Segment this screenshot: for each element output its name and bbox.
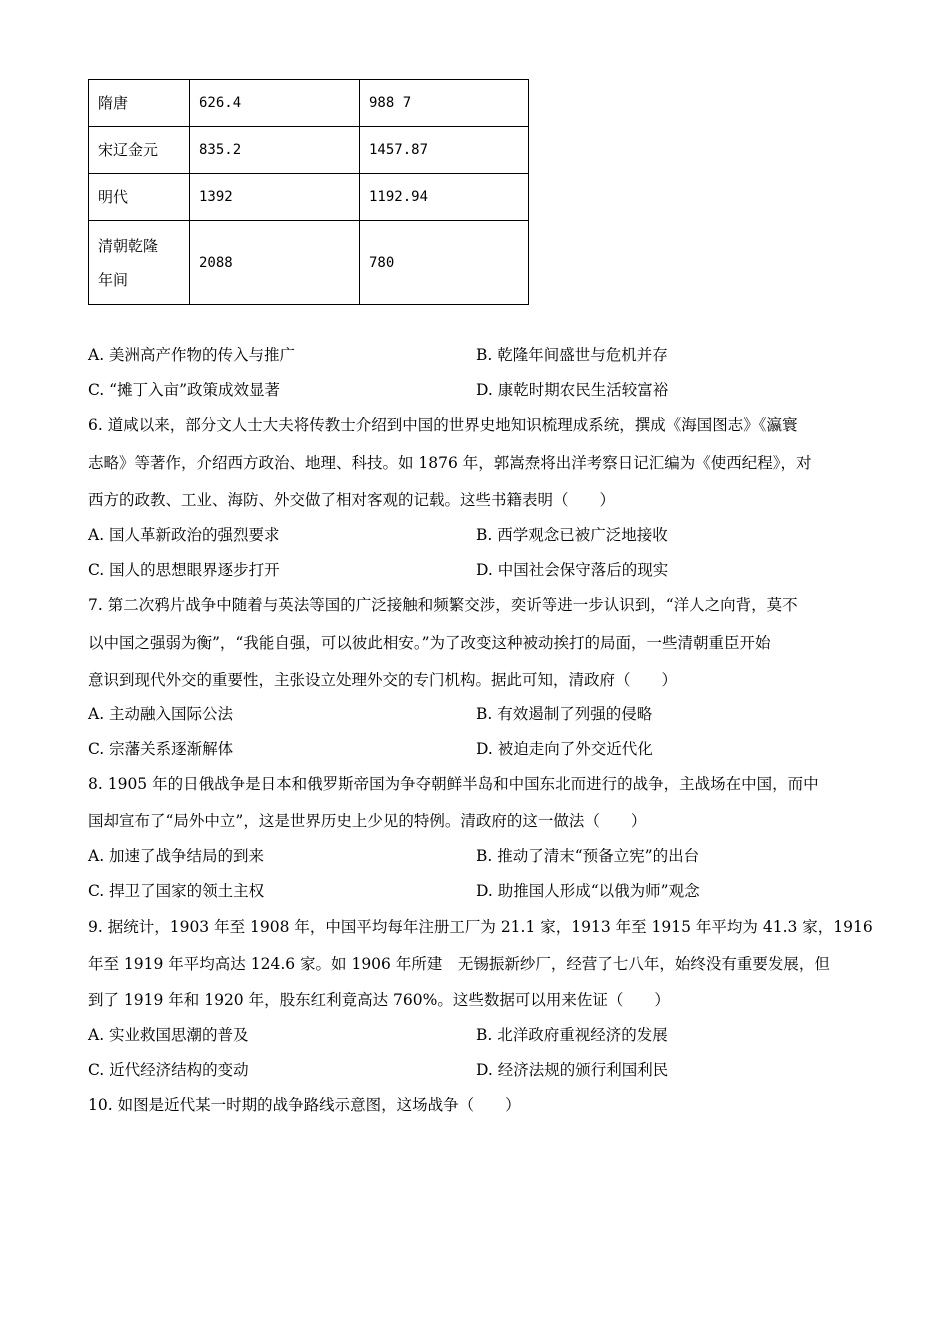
value-cell: 1457.87 xyxy=(360,127,529,174)
value-cell: 1392 xyxy=(190,174,360,221)
option-b[interactable]: B. 推动了清末“预备立宪”的出台 xyxy=(476,847,700,865)
option-d[interactable]: D. 中国社会保守落后的现实 xyxy=(476,561,669,579)
question-9-line: 9. 据统计，1903 年至 1908 年，中国平均每年注册工厂为 21.1 家，1913 年至 1915 年平均为 41.3 家，1916 xyxy=(88,918,873,936)
option-c[interactable]: C. “摊丁入亩”政策成效显著 xyxy=(88,381,281,399)
option-row xyxy=(88,525,868,545)
option-row xyxy=(88,881,868,901)
option-row xyxy=(88,739,868,759)
option-row xyxy=(88,846,868,866)
option-c[interactable]: C. 国人的思想眼界逐步打开 xyxy=(88,561,280,579)
question-7-line: 意识到现代外交的重要性，主张设立处理外交的专门机构。据此可知，清政府（ ） xyxy=(88,671,678,689)
question-8-line: 国却宣布了“局外中立”，这是世界历史上少见的特例。清政府的这一做法（ ） xyxy=(88,812,647,830)
option-a[interactable]: A. 国人革新政治的强烈要求 xyxy=(88,526,280,544)
option-a[interactable]: A. 美洲高产作物的传入与推广 xyxy=(88,346,296,364)
option-c[interactable]: C. 捍卫了国家的领土主权 xyxy=(88,882,265,900)
table-row xyxy=(89,174,529,221)
question-6-line: 志略》等著作，介绍西方政治、地理、科技。如 1876 年，郭嵩焘将出洋考察日记汇编为《使西纪程》，对 xyxy=(88,454,812,472)
period-line: 年间 xyxy=(98,270,129,289)
value-cell: 1192.94 xyxy=(360,174,529,221)
option-d[interactable]: D. 助推国人形成“以俄为师”观念 xyxy=(476,882,700,900)
option-row xyxy=(88,1060,868,1080)
question-9-line: 年至 1919 年平均高达 124.6 家。如 1906 年所建 无锡振新纱厂，经营了七八年，始终没有重要发展，但 xyxy=(88,955,830,973)
option-c[interactable]: C. 近代经济结构的变动 xyxy=(88,1061,249,1079)
value-cell: 2088 xyxy=(190,221,360,305)
option-a[interactable]: A. 加速了战争结局的到来 xyxy=(88,847,265,865)
option-b[interactable]: B. 有效遏制了列强的侵略 xyxy=(476,705,653,723)
question-7-line: 以中国之强弱为衡”，“我能自强，可以彼此相安。”为了改变这种被动挨打的局面，一些清朝重臣开始 xyxy=(88,634,771,652)
value-cell: 835.2 xyxy=(190,127,360,174)
question-9-line: 到了 1919 年和 1920 年，股东红利竟高达 760%。这些数据可以用来佐证（ ） xyxy=(88,991,670,1009)
option-b[interactable]: B. 北洋政府重视经济的发展 xyxy=(476,1026,668,1044)
period-line: 清朝乾隆 xyxy=(98,236,159,255)
option-row xyxy=(88,345,868,365)
option-b[interactable]: B. 西学观念已被广泛地接收 xyxy=(476,526,668,544)
option-row xyxy=(88,560,868,580)
period-cell xyxy=(89,221,190,305)
question-6-line: 西方的政教、工业、海防、外交做了相对客观的记载。这些书籍表明（ ） xyxy=(88,491,616,509)
question-10-line: 10. 如图是近代某一时期的战争路线示意图，这场战争（ ） xyxy=(88,1096,521,1114)
value-cell: 988 7 xyxy=(360,80,529,127)
option-d[interactable]: D. 被迫走向了外交近代化 xyxy=(476,740,653,758)
population-data-table xyxy=(88,79,529,305)
option-row xyxy=(88,704,868,724)
value-cell: 626.4 xyxy=(190,80,360,127)
option-row xyxy=(88,1025,868,1045)
question-8-line: 8. 1905 年的日俄战争是日本和俄罗斯帝国为争夺朝鲜半岛和中国东北而进行的战争，主战场在中国，而中 xyxy=(88,775,819,793)
option-a[interactable]: A. 实业救国思潮的普及 xyxy=(88,1026,249,1044)
option-a[interactable]: A. 主动融入国际公法 xyxy=(88,705,234,723)
option-d[interactable]: D. 经济法规的颁行利国利民 xyxy=(476,1061,669,1079)
period-cell: 隋唐 xyxy=(89,80,190,127)
period-cell: 明代 xyxy=(89,174,190,221)
table-row xyxy=(89,221,529,305)
value-cell: 780 xyxy=(360,221,529,305)
period-cell: 宋辽金元 xyxy=(89,127,190,174)
table-row xyxy=(89,80,529,127)
option-d[interactable]: D. 康乾时期农民生活较富裕 xyxy=(476,381,669,399)
option-row xyxy=(88,380,868,400)
table-row xyxy=(89,127,529,174)
option-c[interactable]: C. 宗藩关系逐渐解体 xyxy=(88,740,234,758)
question-7-line: 7. 第二次鸦片战争中随着与英法等国的广泛接触和频繁交涉，奕䜣等进一步认识到，“洋人之向背，莫不 xyxy=(88,596,798,614)
option-b[interactable]: B. 乾隆年间盛世与危机并存 xyxy=(476,346,668,364)
question-6-line: 6. 道咸以来，部分文人士大夫将传教士介绍到中国的世界史地知识梳理成系统，撰成《海国图志》《瀛寰 xyxy=(88,416,798,434)
